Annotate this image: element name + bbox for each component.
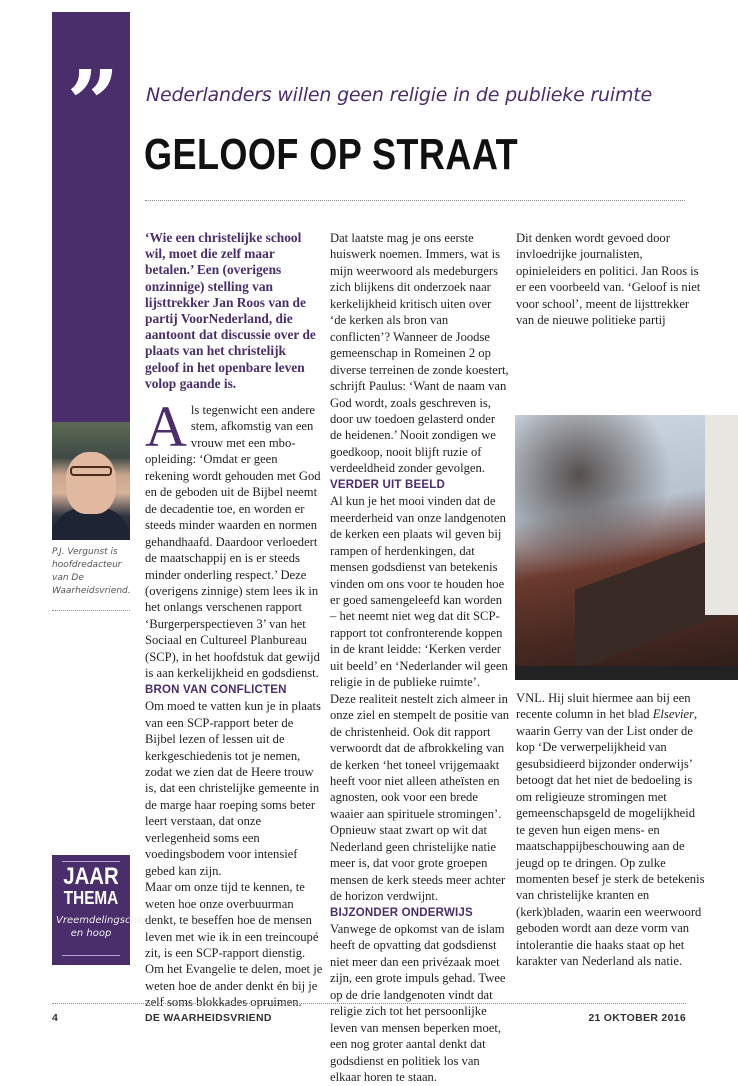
paragraph: Al kun je het mooi vinden dat de meerderheid van onze landgenoten de kerken een plaats wil geven bij rampen of herdenkingen, dat mensen godsdienst van betekenis vinden om ons voor te houden hoe er goed samengeleefd kan worden – het neemt niet weg dat dit SCP-rapport tot confronterende koppen in de krant leidde: ‘Kerken verder uit beeld’ en ‘Nederlander wil geen religie in de publieke ruimte’. [330,494,508,690]
page-number: 4 [52,1012,59,1024]
article-column-3-continued [516,690,706,970]
title-divider [145,200,685,201]
author-photo [52,422,130,540]
publication-name: Elsevier [652,707,694,722]
section-heading: BIJZONDER ONDERWIJS [330,906,473,919]
paragraph: Dat laatste mag je ons eerste huiswerk noemen. Immers, wat is mijn weerwoord als medeburgers zich blijkens dit onderzoek naar kerkelijkheid kritisch uiten over ‘de kerken als bron van conflicten’? Wanneer de Joodse gemeenschap in Romeinen 2 op diverse terreinen de zonde koestert, schrijft Paulus: ‘Want de naam van God wordt, zoals geschreven is, door uw toedoen gelasterd onder de heidenen.’ Nooit zondigen we goedkoop, nooit blijft ruzie of verdeeldheid zonder gevolgen. [330,231,509,476]
paragraph-text: VNL. Hij sluit hiermee aan bij een recente column in het blad [516,691,691,722]
paragraph-text: , waarin Gerry van der List onder de kop ‘De verwerpelijkheid van gesubsidieerd bijzonder onderwijs’ betoogt dat het niet de bedoeling is om religieuze stromingen met gemeenschapsgeld de mogelijkheid te geven hun eigen mens- en maatschappijbeschouwing aan de jeugd op te dringen. Op zulke momenten besef je sterk de betekenis van christelijke kranten en (kerk)bladen, waarin een weerwoord geboden wordt aan deze vorm van intolerantie die haaks staat op het karakter van Nederland als natie. [516,707,705,969]
paragraph [516,690,706,970]
church-photo [515,415,738,680]
paragraph: Maar om onze tijd te kennen, te weten hoe onze overbuurman denkt, te beseffen hoe de mensen leven met wie ik in een treincoupé zit, is een SCP-rapport dienstig. Om het Evangelie te delen, moet je weten hoe de ander denkt én bij je zelf soms blokkades opruimen. [145,880,323,1010]
year-theme-badge [52,855,150,965]
publication-name: DE WAARHEIDSVRIEND [145,1012,272,1024]
paragraph: Om moed te vatten kun je in plaats van een SCP-rapport beter de Bijbel lezen of lessen uit de kerkgeschiedenis tot je nemen, zodat we zien dat de Heere trouw is, dat een christelijke gemeente in de marge haar roeping soms beter leert verstaan, dat onze verlegenheid soms een voedingsbodem voor intensief gebed kan zijn. [145,699,321,878]
badge-line-2: THEMA [63,888,119,908]
paragraph: Vanwege de opkomst van de islam heeft de opvatting dat godsdienst niet meer dan een privézaak moet zijn, een grote impuls gehad. Twee op de drie landgenoten vindt dat religie zich tot het persoonlijke leven van mensen beperken moet, een nog groter aantal denkt dat godsdienst en politiek los van elkaar horen te staan. [330,922,506,1085]
article-column-3 [516,230,706,329]
caption-divider [52,610,130,611]
section-heading: VERDER UIT BEELD [330,478,446,491]
footer-divider [52,1003,686,1004]
paragraph: Dit denken wordt gevoed door invloedrijke journalisten, opinieleiders en politici. Jan Roos is er een voorbeeld van. ‘Geloof is niet voor school’, meent de lijsttrekker van de nieuwe politieke partij [516,231,701,328]
issue-date: 21 OKTOBER 2016 [588,1012,686,1024]
paragraph: Deze realiteit nestelt zich almeer in onze ziel en stempelt de positie van de christenheid. Ook dit rapport verwoordt dat de afbrokkeling van de kerken ‘het toneel vrijgemaakt heeft voor niet alleen atheïsten en agnosten, ook voor een brede waaier aan spirituele stromingen’. Opnieuw staat zwart op wit dat Nederland geen christelijke natie meer is, dat voor grote groepen mensen de kerk steeds meer achter de horizon verdwijnt. [330,691,510,904]
article-column-2 [330,230,510,1086]
badge-line-1: JAAR [63,863,119,890]
article-lead: ‘Wie een christelijke school wil, moet die zelf maar betalen.’ Een (overigens onzinnige) stelling van lijsttrekker Jan Roos van de partij VoorNederland, die aantoont dat discussie over de plaats van het christelijk geloof in het openbare leven volop gaande is. [145,230,316,391]
badge-theme: Vreemdelingschap en hoop [56,915,150,939]
drop-cap: A [145,394,187,460]
section-heading: BRON VAN CONFLICTEN [145,683,287,696]
article-subtitle: Nederlanders willen geen religie in de publieke ruimte [146,84,652,106]
author-caption: P.J. Vergunst is hoofdredacteur van De Waarheidsvriend. [52,547,131,596]
article-column-1 [145,230,323,1011]
paragraph: ls tegenwicht een andere stem, afkomstig van een vrouw met een mbo-opleiding: ‘Omdat er geen rekening wordt gehouden met God en de geboden uit de Bijbel neemt de decadentie toe, en worden er steeds minder waarden en normen gehandhaafd. Daardoor verloedert de maatschappij en is er steeds minder onderling respect.’ Deze (overigens zinnige) stem lees ik in het onlangs verschenen rapport ‘Burgerperspectieven 3’ van het Sociaal en Cultureel Planbureau (SCP), in het hoofdstuk dat gewijd is aan kerkelijkheid en godsdienst. [145,403,321,681]
quote-mark-icon: ” [66,50,120,158]
article-title: GELOOF OP STRAAT [144,130,519,179]
